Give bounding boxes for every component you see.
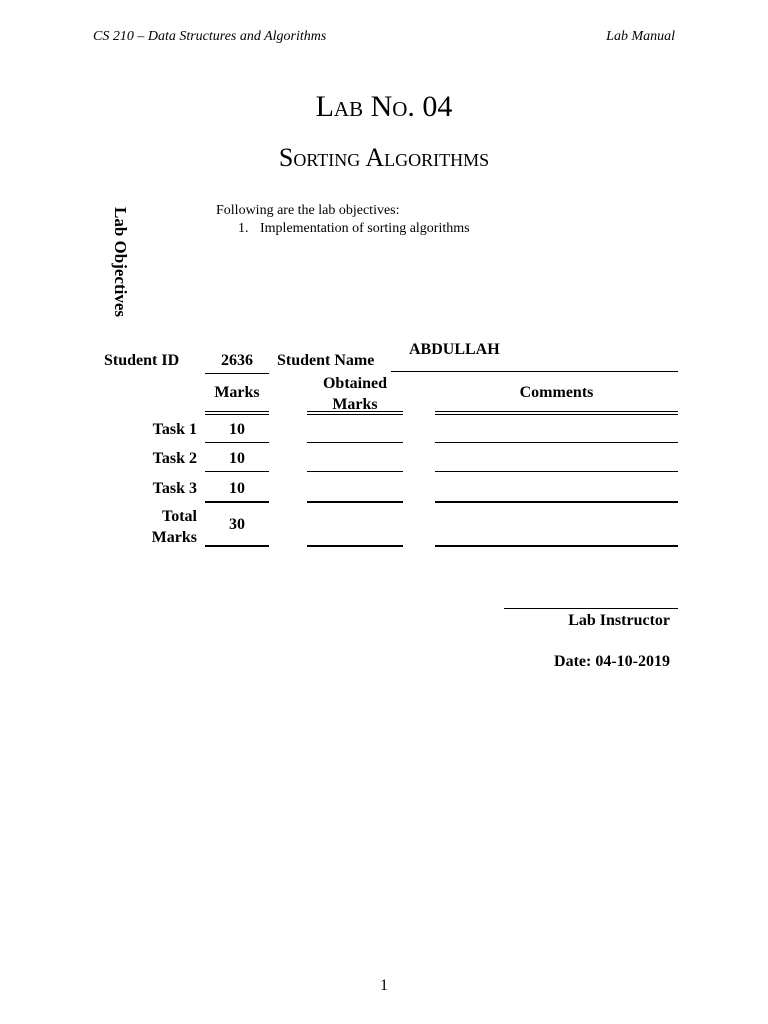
- obtained-header: Obtained Marks: [322, 375, 387, 413]
- total-obtained-rule: [307, 545, 403, 547]
- objective-item: [238, 221, 470, 237]
- task-1-marks-rule: [205, 442, 269, 443]
- objective-number: 1.: [238, 221, 249, 236]
- marks-header: Marks: [214, 384, 260, 401]
- task-2-obtained-rule: [307, 471, 403, 472]
- student-id-label: Student ID: [104, 352, 180, 369]
- lab-title: Lab No. 04: [315, 90, 453, 123]
- total-marks-rule: [205, 545, 269, 547]
- task-3-label: Task 3: [152, 480, 197, 497]
- signature-line: [504, 608, 678, 609]
- objectives-side-label: Lab Objectives: [111, 207, 130, 318]
- total-comments-rule: [435, 545, 678, 547]
- page-number: 1: [380, 977, 388, 994]
- task-2-label: Task 2: [152, 450, 197, 467]
- total-marks-label: Total Marks: [151, 508, 197, 546]
- topic-title: Sorting Algorithms: [278, 143, 490, 172]
- objectives-intro: Following are the lab objectives:: [216, 203, 400, 218]
- comments-header: Comments: [519, 384, 594, 401]
- task-1-label: Task 1: [152, 421, 197, 438]
- total-marks-value: 30: [229, 516, 245, 533]
- task-2-comments-rule: [435, 471, 678, 472]
- task-1-comments-rule: [435, 442, 678, 443]
- task-2-marks: 10: [229, 450, 245, 467]
- task-2-marks-rule: [205, 471, 269, 472]
- signature-date: Date: 04-10-2019: [554, 653, 670, 670]
- student-name-label: Student Name: [277, 352, 375, 369]
- task-1-marks: 10: [229, 421, 245, 438]
- student-id-value: 2636: [221, 352, 253, 369]
- student-name-underline: [391, 371, 678, 372]
- marks-header-rule: [205, 411, 269, 415]
- task-3-marks-rule: [205, 501, 269, 503]
- task-3-comments-rule: [435, 501, 678, 503]
- objective-text: Implementation of sorting algorithms: [260, 221, 470, 236]
- comments-header-rule: [435, 411, 678, 415]
- task-3-obtained-rule: [307, 501, 403, 503]
- obtained-header-rule: [307, 411, 403, 415]
- header-course: CS 210 – Data Structures and Algorithms: [93, 29, 327, 44]
- task-1-obtained-rule: [307, 442, 403, 443]
- task-3-marks: 10: [229, 480, 245, 497]
- student-id-underline: [205, 373, 269, 374]
- lab-instructor-label: Lab Instructor: [568, 612, 670, 629]
- student-name-value: ABDULLAH: [409, 341, 500, 358]
- header-manual: Lab Manual: [606, 29, 675, 44]
